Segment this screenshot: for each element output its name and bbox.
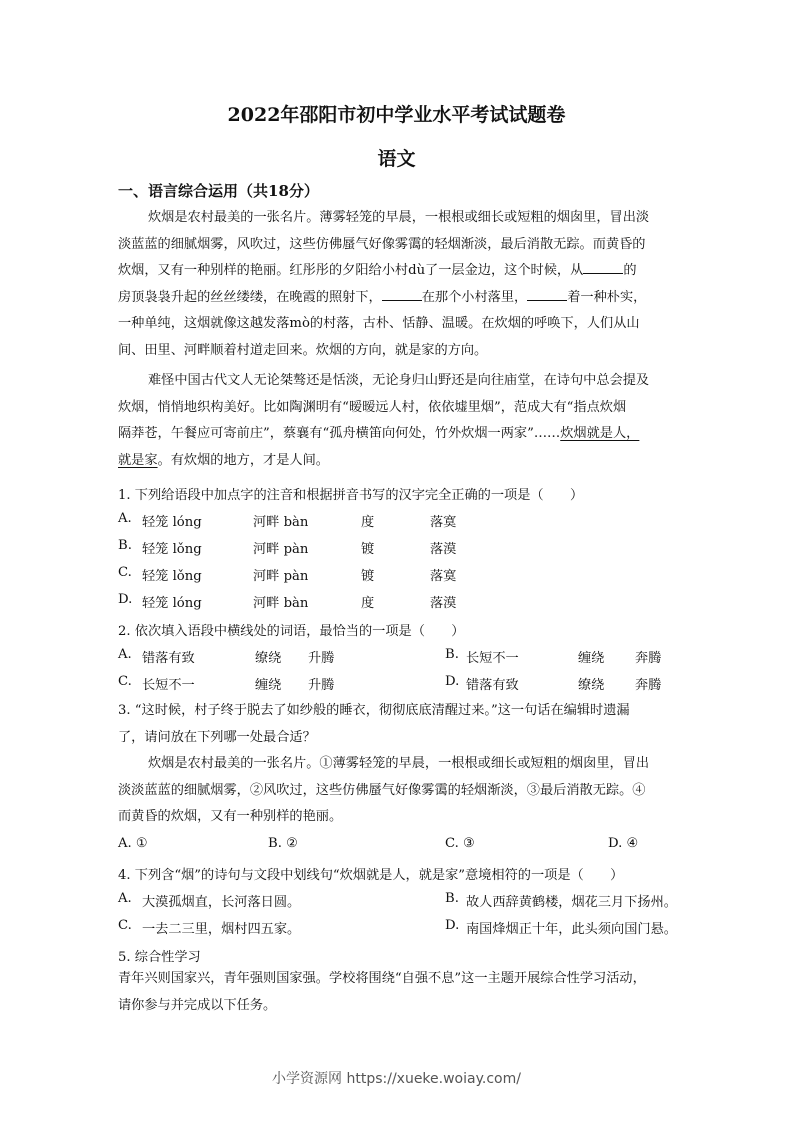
question-5-body bbox=[118, 966, 678, 1019]
option-cell: 河畔 pàn bbox=[253, 569, 309, 584]
passage-1-line: 淡蓝蓝的细腻烟雾，风吹过，这些仿佛蜃气好像雾霭的轻烟渐淡，最后消散无踪。而黄昏的 bbox=[118, 236, 646, 252]
option-word: 缠绕 bbox=[578, 651, 605, 666]
option-cell: 轻笼 lóng bbox=[142, 596, 202, 611]
option-label: C. bbox=[118, 674, 132, 689]
option-label: A. bbox=[118, 511, 132, 526]
option-label: C. bbox=[118, 918, 132, 933]
option-label: A. bbox=[118, 647, 132, 662]
stem-line: 了，请问放在下列哪一处最合适？ bbox=[118, 729, 316, 745]
question-3-stem bbox=[118, 698, 678, 831]
exam-title: 2022年邵阳市初中学业水平考试试题卷 bbox=[227, 104, 566, 126]
option-word: 错落有致 bbox=[466, 678, 519, 693]
passage-1-line: 炊烟是农村最美的一张名片。薄雾轻笼的早晨，一根根或细长或短粗的烟囱里，冒出淡 bbox=[148, 210, 650, 225]
passage-2-line bbox=[118, 448, 678, 475]
option-word: 长短不一 bbox=[142, 678, 195, 693]
text-segment: 隔莽苍，午餐应可寄前庄”，蔡襄有“孤舟横笛向何处，竹外炊烟一两家”…… bbox=[118, 426, 561, 441]
option-cell: 度 bbox=[361, 596, 375, 611]
text-segment: 炊烟，又有一种别样的艳丽。红彤彤的夕阳给小村dù了一层金边，这个时候，从 bbox=[118, 263, 584, 278]
passage-1-line bbox=[118, 285, 678, 312]
stem-line: 3. “这时候，村子终于脱去了如纱般的睡衣，彻彻底底清醒过来。”这一句话在编辑时遗漏 bbox=[118, 703, 630, 718]
body-line: 请你参与并完成以下任务。 bbox=[118, 997, 277, 1013]
option-text: 南国烽烟正十年，此头须向国门悬。 bbox=[466, 922, 677, 937]
passage-1-line: 一种单纯，这烟就像这越发落mò的村落，古朴、恬静、温暖。在炊烟的呼唤下，人们从山 bbox=[118, 316, 640, 331]
option-b: B. ② bbox=[268, 836, 298, 851]
option-cell: 落寞 bbox=[430, 515, 457, 530]
passage-1-line bbox=[118, 258, 678, 285]
option-label: B. bbox=[118, 538, 132, 553]
text-segment: 在那个小村落里， bbox=[421, 289, 528, 305]
option-cell: 落寞 bbox=[430, 569, 457, 584]
question-1-option-d bbox=[118, 592, 678, 619]
option-c: C. ③ bbox=[445, 836, 475, 851]
question-1-option-a bbox=[118, 511, 678, 538]
option-text: 一去二三里，烟村四五家。 bbox=[142, 922, 301, 937]
option-cell: 轻笼 lǒng bbox=[142, 569, 202, 584]
option-cell: 落漠 bbox=[430, 596, 457, 611]
option-a: A. ① bbox=[118, 836, 148, 851]
option-label: A. bbox=[118, 891, 132, 906]
option-text: 故人西辞黄鹤楼，烟花三月下扬州。 bbox=[466, 895, 677, 910]
passage-line: 而黄昏的炊烟，又有一种别样的艳丽。 bbox=[118, 809, 343, 824]
option-word: 错落有致 bbox=[142, 651, 195, 666]
passage-1 bbox=[118, 205, 678, 364]
option-cell: 镀 bbox=[361, 542, 375, 557]
option-word: 奔腾 bbox=[635, 678, 662, 693]
question-3-options bbox=[118, 836, 678, 863]
passage-1-line: 间、田里、河畔顺着村道走回来。炊烟的方向，就是家的方向。 bbox=[118, 342, 488, 358]
passage-2-line bbox=[118, 421, 678, 448]
option-label: D. bbox=[445, 918, 460, 933]
option-cell: 镀 bbox=[361, 569, 375, 584]
question-2-options-row-2 bbox=[118, 674, 678, 701]
option-text: 大漠孤烟直，长河落日圆。 bbox=[142, 895, 301, 910]
option-word: 缠绕 bbox=[255, 678, 282, 693]
option-label: C. bbox=[118, 565, 132, 580]
passage-2 bbox=[118, 368, 678, 474]
passage-line: 淡淡蓝蓝的细腻烟雾，②风吹过，这些仿佛蜃气好像雾霭的轻烟渐淡，③最后消散无踪。④ bbox=[118, 782, 646, 798]
option-cell: 河畔 bàn bbox=[253, 596, 309, 611]
option-cell: 轻笼 lǒng bbox=[142, 542, 202, 557]
question-1-option-b bbox=[118, 538, 678, 565]
fill-blank bbox=[583, 259, 623, 274]
option-cell: 河畔 bàn bbox=[253, 515, 309, 530]
watermark-footer: 小学资源网 https://xueke.woiay.com/ bbox=[272, 1071, 521, 1087]
option-cell: 河畔 pàn bbox=[253, 542, 309, 557]
text-segment: 房顶袅袅升起的丝丝缕缕，在晚霞的照射下， bbox=[118, 289, 382, 305]
underlined-sentence: 炊烟就是人， bbox=[560, 426, 640, 441]
option-label: B. bbox=[445, 647, 459, 662]
question-2-stem: 2. 依次填入语段中横线处的词语，最恰当的一项是（ ） bbox=[118, 624, 465, 639]
passage-2-line: 难怪中国古代文人无论桀骜还是恬淡，无论身归山野还是向往庙堂，在诗句中总会提及 bbox=[148, 373, 650, 388]
underlined-sentence: 就是家 bbox=[118, 452, 158, 468]
subject-title: 语文 bbox=[377, 148, 416, 170]
option-word: 升腾 bbox=[308, 651, 335, 666]
option-label: B. bbox=[445, 891, 459, 906]
fill-blank bbox=[382, 286, 422, 301]
question-4-options-row-2 bbox=[118, 918, 678, 945]
text-segment: 。有炊烟的地方，才是人间。 bbox=[157, 452, 329, 468]
text-segment: 着一种朴实， bbox=[567, 289, 647, 305]
option-cell: 落漠 bbox=[430, 542, 457, 557]
fill-blank bbox=[527, 286, 567, 301]
text-segment: 的 bbox=[623, 263, 637, 278]
body-line: 青年兴则国家兴，青年强则国家强。学校将围绕“自强不息”这一主题开展综合性学习活动， bbox=[118, 971, 646, 986]
question-1-stem: 1. 下列给语段中加点字的注音和根据拼音书写的汉字完全正确的一项是（ ） bbox=[118, 488, 584, 503]
question-5-stem: 5. 综合性学习 bbox=[118, 950, 201, 965]
passage-line: 炊烟是农村最美的一张名片。①薄雾轻笼的早晨，一根根或细长或短粗的烟囱里，冒出 bbox=[148, 756, 650, 771]
question-1-option-c bbox=[118, 565, 678, 592]
option-word: 奔腾 bbox=[635, 651, 662, 666]
passage-2-line: 炊烟，悄悄地织构美好。比如陶渊明有“暧暧远人村，依依墟里烟”，范成大有“指点炊烟 bbox=[118, 399, 627, 415]
option-word: 缭绕 bbox=[578, 678, 605, 693]
option-cell: 度 bbox=[361, 515, 375, 530]
option-label: D. bbox=[118, 592, 133, 607]
section-heading: 一、语言综合运用（共18分） bbox=[118, 182, 319, 200]
option-word: 缭绕 bbox=[255, 651, 282, 666]
question-4-stem: 4. 下列含“烟”的诗句与文段中划线句“炊烟就是人，就是家”意境相符的一项是（ ） bbox=[118, 868, 624, 883]
option-word: 升腾 bbox=[308, 678, 335, 693]
question-2-options-row-1 bbox=[118, 647, 678, 674]
option-d: D. ④ bbox=[608, 836, 639, 851]
question-4-options-row-1 bbox=[118, 891, 678, 918]
option-cell: 轻笼 lóng bbox=[142, 515, 202, 530]
option-word: 长短不一 bbox=[466, 651, 519, 666]
option-label: D. bbox=[445, 674, 460, 689]
